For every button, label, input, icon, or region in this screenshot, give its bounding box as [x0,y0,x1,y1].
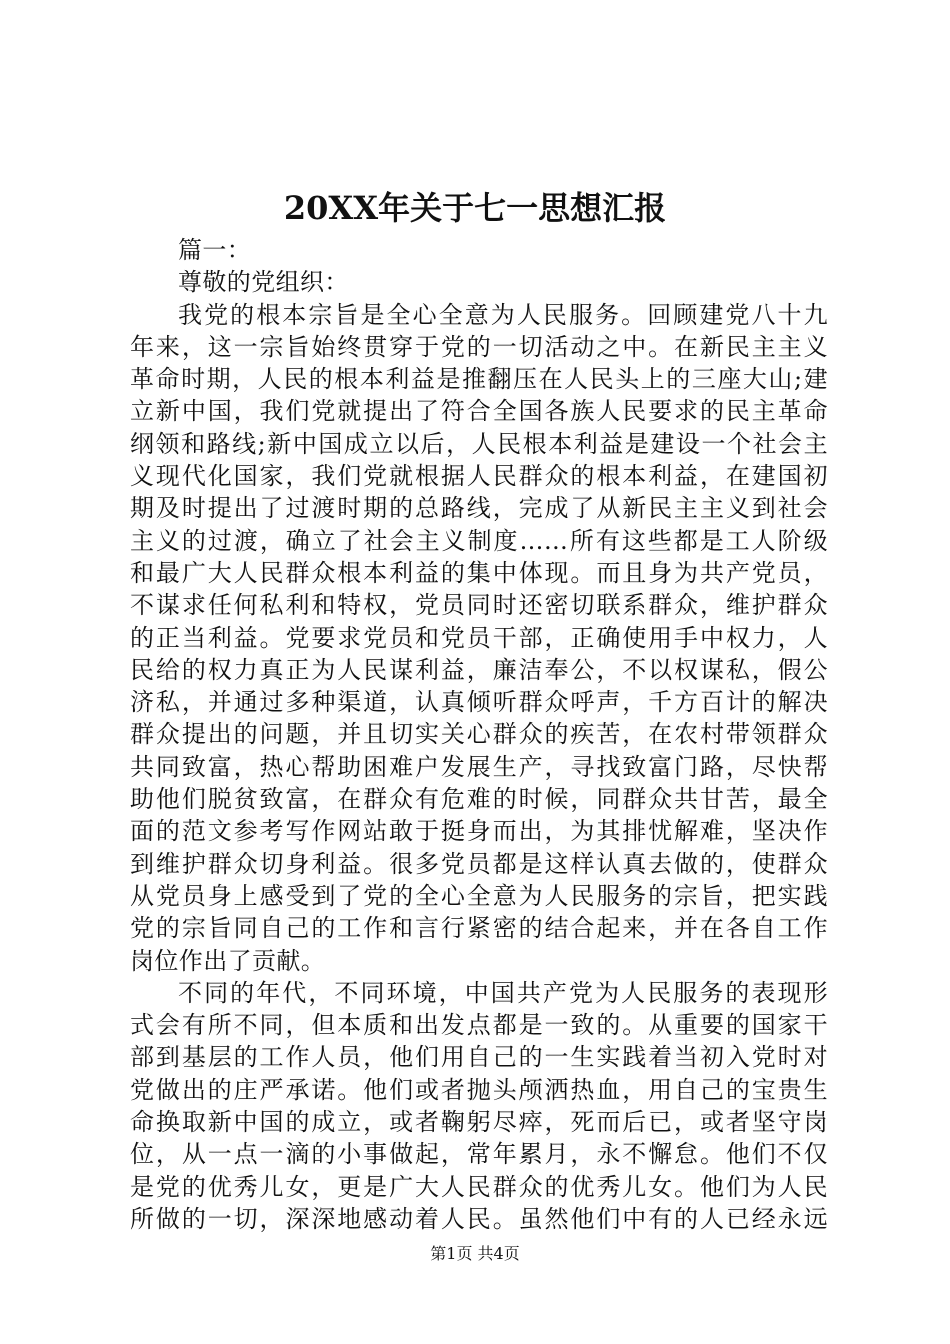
text-line: 党做出的庄严承诺。他们或者抛头颅洒热血，用自己的宝贵生 [130,1075,828,1104]
text-line: 尊敬的党组织： [178,268,349,297]
document-title: 20XX年关于七一思想汇报 [283,189,667,227]
text-line: 部到基层的工作人员，他们用自己的一生实践着当初入党时对 [130,1043,828,1072]
page-footer: 第1页 共4页 [430,1244,520,1263]
text-line: 年来，这一宗旨始终贯穿于党的一切活动之中。在新民主主义 [130,332,828,361]
text-line: 革命时期，人民的根本利益是推翻压在人民头上的三座大山;建 [130,365,828,394]
text-line: 岗位作出了贡献。 [130,946,326,975]
text-line: 式会有所不同，但本质和出发点都是一致的。从重要的国家干 [130,1011,828,1040]
text-line: 篇一： [178,236,252,264]
text-line: 命换取新中国的成立，或者鞠躬尽瘁，死而后已，或者坚守岗 [130,1108,828,1137]
text-line: 主义的过渡，确立了社会主义制度……所有这些都是工人阶级 [130,526,828,555]
text-line: 民给的权力真正为人民谋利益，廉洁奉公，不以权谋私，假公 [130,655,828,684]
text-line: 群众提出的问题，并且切实关心群众的疾苦，在农村带领群众 [130,720,828,749]
text-line: 我党的根本宗旨是全心全意为人民服务。回顾建党八十九 [178,300,828,329]
text-line: 到维护群众切身利益。很多党员都是这样认真去做的，使群众 [130,849,828,878]
text-line: 和最广大人民群众根本利益的集中体现。而且身为共产党员， [130,558,828,587]
text-line: 位，从一点一滴的小事做起，常年累月，永不懈怠。他们不仅 [130,1140,828,1169]
text-line: 不同的年代，不同环境，中国共产党为人民服务的表现形 [178,978,828,1007]
text-line: 党的宗旨同自己的工作和言行紧密的结合起来，并在各自工作 [130,914,828,943]
text-line: 立新中国，我们党就提出了符合全国各族人民要求的民主革命 [130,397,828,426]
text-line: 从党员身上感受到了党的全心全意为人民服务的宗旨，把实践 [130,881,828,910]
text-line: 济私，并通过多种渠道，认真倾听群众呼声，千方百计的解决 [130,688,828,717]
text-line: 纲领和路线;新中国成立以后，人民根本利益是建设一个社会主 [130,429,828,458]
text-line: 所做的一切，深深地感动着人民。虽然他们中有的人已经永远 [130,1204,828,1233]
text-line: 的正当利益。党要求党员和党员干部，正确使用手中权力，人 [130,623,828,652]
text-line: 面的范文参考写作网站敢于挺身而出，为其排忧解难，坚决作 [130,817,828,846]
text-line: 助他们脱贫致富，在群众有危难的时候，同群众共甘苦，最全 [130,785,828,814]
text-line: 义现代化国家，我们党就根据人民群众的根本利益，在建国初 [130,462,828,491]
text-line: 期及时提出了过渡时期的总路线，完成了从新民主主义到社会 [130,494,828,523]
text-line: 是党的优秀儿女，更是广大人民群众的优秀儿女。他们为人民 [130,1172,828,1201]
text-line: 不谋求任何私利和特权，党员同时还密切联系群众，维护群众 [130,591,828,620]
document-body [130,234,828,1235]
text-line: 共同致富，热心帮助困难户发展生产，寻找致富门路，尽快帮 [130,752,828,781]
